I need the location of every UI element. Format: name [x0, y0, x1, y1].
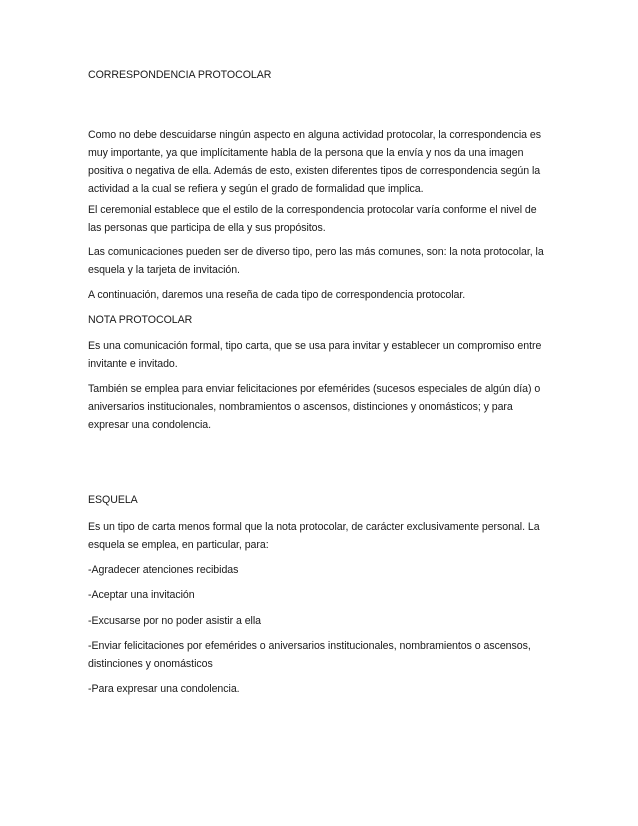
list-item: -Para expresar una condolencia. [88, 683, 240, 695]
document-title: CORRESPONDENCIA PROTOCOLAR [88, 69, 272, 81]
list-item: -Aceptar una invitación [88, 589, 195, 601]
paragraph-communications: Las comunicaciones pueden ser de diverso tipo, pero las más comunes, son: la nota protocolar, la esquela y la tarjeta de invitación. [88, 246, 544, 276]
list-item: -Excusarse por no poder asistir a ella [88, 615, 261, 627]
paragraph-nota-uses: También se emplea para enviar felicitaciones por efemérides (sucesos especiales de algún día) o aniversarios institucionales, nombramientos o ascensos, distinciones y onomásticos; y para expresar una condolencia. [88, 383, 541, 431]
paragraph-intro: Como no debe descuidarse ningún aspecto en alguna actividad protocolar, la correspondencia es muy importante, ya que implícitamente habla de la persona que la envía y nos da una imagen positiva o negativa de ella. Además de esto, existen diferentes tipos de correspondencia según la actividad a la cual se refiera y según el grado de formalidad que implica. [88, 129, 541, 195]
heading-nota-protocolar: NOTA PROTOCOLAR [88, 314, 193, 326]
paragraph-continuation: A continuación, daremos una reseña de cada tipo de correspondencia protocolar. [88, 289, 466, 301]
list-item: -Enviar felicitaciones por efemérides o aniversarios institucionales, nombramientos o ascensos, distinciones y onomásticos [88, 640, 531, 670]
heading-esquela: ESQUELA [88, 494, 138, 506]
paragraph-nota-definition: Es una comunicación formal, tipo carta, que se usa para invitar y establecer un compromiso entre invitante e invitado. [88, 340, 542, 370]
paragraph-ceremonial: El ceremonial establece que el estilo de la correspondencia protocolar varía conforme el nivel de las personas que participa de ella y sus propósitos. [88, 204, 537, 234]
list-item: -Agradecer atenciones recibidas [88, 564, 239, 576]
paragraph-esquela-definition: Es un tipo de carta menos formal que la nota protocolar, de carácter exclusivamente personal. La esquela se emplea, en particular, para: [88, 521, 540, 551]
